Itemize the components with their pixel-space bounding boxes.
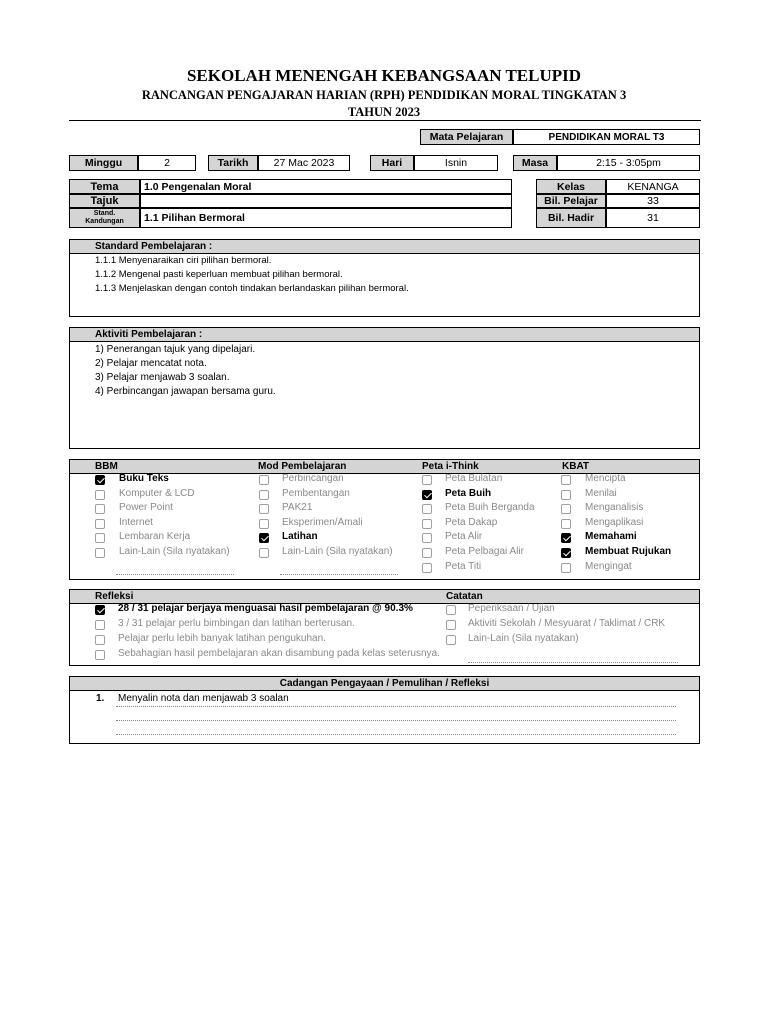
tajuk-label: Tajuk — [69, 194, 140, 208]
checkbox[interactable] — [95, 519, 105, 529]
standard-kandungan-label — [69, 208, 140, 228]
checkbox[interactable] — [95, 490, 105, 500]
checkbox[interactable] — [95, 548, 105, 558]
checkbox[interactable] — [422, 519, 432, 529]
kbat-title: KBAT — [562, 461, 590, 472]
checkbox[interactable] — [95, 605, 105, 615]
checkbox[interactable] — [422, 548, 432, 558]
kelas-label: Kelas — [536, 179, 606, 194]
school-name: SEKOLAH MENENGAH KEBANGSAAN TELUPID — [186, 66, 582, 85]
kelas-value: KENANGA — [606, 179, 700, 194]
minggu-label: Minggu — [69, 155, 138, 171]
bbm-other-line — [116, 574, 234, 575]
checkbox-label: Peperiksaan / Ujian — [468, 603, 555, 614]
masa-value: 2:15 - 3:05pm — [557, 155, 700, 171]
hari-value: Isnin — [414, 155, 498, 171]
checkbox-label: Pembentangan — [282, 487, 350, 499]
checkbox-label: Latihan — [282, 531, 318, 543]
checkbox[interactable] — [422, 475, 432, 485]
checkbox[interactable] — [561, 475, 571, 485]
header-rule — [69, 120, 701, 121]
checkbox-label: Lain-Lain (Sila nyatakan) — [119, 546, 230, 557]
checkbox-label: Lain-Lain (Sila nyatakan) — [282, 546, 393, 557]
checkbox-label: Eksperimen/Amali — [282, 516, 363, 528]
checkbox[interactable] — [561, 504, 571, 514]
checkbox-label: Komputer & LCD — [119, 487, 195, 499]
catatan-other-line — [468, 662, 678, 663]
checkbox-label: Lembaran Kerja — [119, 531, 191, 543]
refleksi-title: Refleksi — [95, 591, 134, 602]
standard-pembelajaran-title: Standard Pembelajaran : — [70, 240, 699, 254]
minggu-value: 2 — [138, 155, 196, 171]
checkbox-label: Internet — [119, 516, 153, 528]
checkbox-label: Perbincangan — [282, 473, 344, 484]
checkbox[interactable] — [259, 490, 269, 500]
tajuk-value — [140, 194, 512, 208]
checkbox-label: PAK21 — [282, 502, 313, 514]
mod-other-line — [280, 574, 398, 575]
cadangan-line — [116, 706, 676, 707]
checkbox[interactable] — [95, 533, 105, 543]
checkbox-label: Menilai — [585, 487, 617, 499]
peta-title: Peta i-Think — [422, 461, 479, 472]
checkbox[interactable] — [446, 635, 456, 645]
checkbox-label: Peta Pelbagai Alir — [445, 546, 524, 557]
checkbox[interactable] — [259, 475, 269, 485]
bil-pelajar-value: 33 — [606, 194, 700, 208]
aktiviti-item: 2) Pelajar mencatat nota. — [95, 358, 207, 369]
bil-hadir-label: Bil. Hadir — [536, 208, 606, 228]
mod-title: Mod Pembelajaran — [258, 461, 347, 472]
checkbox[interactable] — [561, 490, 571, 500]
sk-label-line-2: Kandungan — [85, 218, 124, 225]
checkbox-label: Mengaplikasi — [585, 516, 644, 528]
cadangan-line — [116, 720, 676, 721]
checkbox-label: Memahami — [585, 531, 637, 543]
checkbox-label: 3 / 31 pelajar perlu bimbingan dan latihan berterusan. — [118, 618, 355, 629]
plan-year: TAHUN 2023 — [347, 105, 421, 119]
checkbox-label: 28 / 31 pelajar berjaya menguasai hasil pembelajaran @ 90.3% — [118, 603, 413, 614]
checkbox-label: Lain-Lain (Sila nyatakan) — [468, 633, 579, 644]
aktiviti-item: 1) Penerangan tajuk yang dipelajari. — [95, 344, 256, 355]
cadangan-text: Menyalin nota dan menjawab 3 soalan — [118, 693, 289, 704]
bil-pelajar-label: Bil. Pelajar — [536, 194, 606, 208]
checkbox[interactable] — [446, 620, 456, 630]
checkbox[interactable] — [422, 533, 432, 543]
tarikh-label: Tarikh — [208, 155, 258, 171]
checkbox[interactable] — [259, 504, 269, 514]
checkbox[interactable] — [446, 605, 456, 615]
checkbox-label: Power Point — [119, 502, 173, 514]
aktiviti-item: 4) Perbincangan jawapan bersama guru. — [95, 386, 276, 397]
checkbox-label: Mengingat — [585, 560, 632, 572]
checkbox-label: Aktiviti Sekolah / Mesyuarat / Taklimat / CRK — [468, 618, 666, 629]
checkbox[interactable] — [561, 533, 571, 543]
sk-label-line-1: Stand. — [93, 210, 116, 217]
cadangan-section — [69, 676, 700, 744]
tema-value: 1.0 Pengenalan Moral — [140, 179, 512, 194]
checkbox-label: Peta Alir — [445, 531, 483, 543]
checklist-header — [70, 460, 699, 474]
standard-pembelajaran-section — [69, 239, 700, 317]
standard-item: 1.1.3 Menjelaskan dengan contoh tindakan berlandaskan pilihan bermoral. — [95, 283, 409, 294]
tarikh-value: 27 Mac 2023 — [258, 155, 350, 171]
checkbox[interactable] — [561, 519, 571, 529]
masa-label: Masa — [513, 155, 557, 171]
checkbox-label: Peta Buih — [445, 487, 492, 499]
checkbox[interactable] — [259, 533, 269, 543]
checkbox-label: Mencipta — [585, 473, 626, 484]
aktiviti-item: 3) Pelajar menjawab 3 soalan. — [95, 372, 230, 383]
checkbox[interactable] — [259, 548, 269, 558]
cadangan-number: 1. — [96, 693, 105, 704]
hari-label: Hari — [370, 155, 414, 171]
checkbox[interactable] — [422, 504, 432, 514]
checkbox[interactable] — [95, 504, 105, 514]
plan-subtitle: RANCANGAN PENGAJARAN HARIAN (RPH) PENDIDIKAN MORAL TINGKATAN 3 — [141, 88, 627, 102]
checkbox[interactable] — [95, 650, 105, 660]
aktiviti-title: Aktiviti Pembelajaran : — [70, 328, 699, 342]
standard-item: 1.1.2 Mengenal pasti keperluan membuat pilihan bermoral. — [95, 269, 343, 280]
checkbox[interactable] — [422, 490, 432, 500]
checkbox-label: Pelajar perlu lebih banyak latihan pengukuhan. — [118, 633, 326, 644]
checkbox-label: Membuat Rujukan — [585, 546, 672, 557]
refleksi-section — [69, 589, 700, 666]
checkbox[interactable] — [561, 548, 571, 558]
checkbox[interactable] — [259, 519, 269, 529]
standard-kandungan-value: 1.1 Pilihan Bermoral — [140, 208, 512, 228]
checkbox[interactable] — [561, 563, 571, 573]
catatan-title: Catatan — [446, 591, 483, 602]
checkbox-label: Buku Teks — [119, 473, 169, 484]
checkbox[interactable] — [95, 475, 105, 485]
aktiviti-section — [69, 327, 700, 449]
mata-pelajaran-value: PENDIDIKAN MORAL T3 — [513, 129, 700, 145]
checkbox[interactable] — [95, 635, 105, 645]
checkbox[interactable] — [95, 620, 105, 630]
cadangan-line — [116, 734, 676, 735]
checkbox[interactable] — [422, 563, 432, 573]
refleksi-header — [70, 590, 699, 604]
cadangan-title: Cadangan Pengayaan / Pemulihan / Refleksi — [70, 677, 699, 691]
checkbox-label: Peta Titi — [445, 560, 482, 572]
checkbox-label: Peta Bulatan — [445, 473, 503, 484]
bil-hadir-value: 31 — [606, 208, 700, 228]
checkbox-label: Menganalisis — [585, 502, 644, 514]
tema-label: Tema — [69, 179, 140, 194]
standard-item: 1.1.1 Menyenaraikan ciri pilihan bermoral. — [95, 255, 272, 266]
mata-pelajaran-label: Mata Pelajaran — [420, 129, 513, 145]
checkbox-label: Peta Dakap — [445, 516, 498, 528]
bbm-title: BBM — [95, 461, 118, 472]
checkbox-label: Peta Buih Berganda — [445, 502, 535, 514]
checklist-section — [69, 459, 700, 580]
checkbox-label: Sebahagian hasil pembelajaran akan disambung pada kelas seterusnya. — [118, 648, 440, 659]
